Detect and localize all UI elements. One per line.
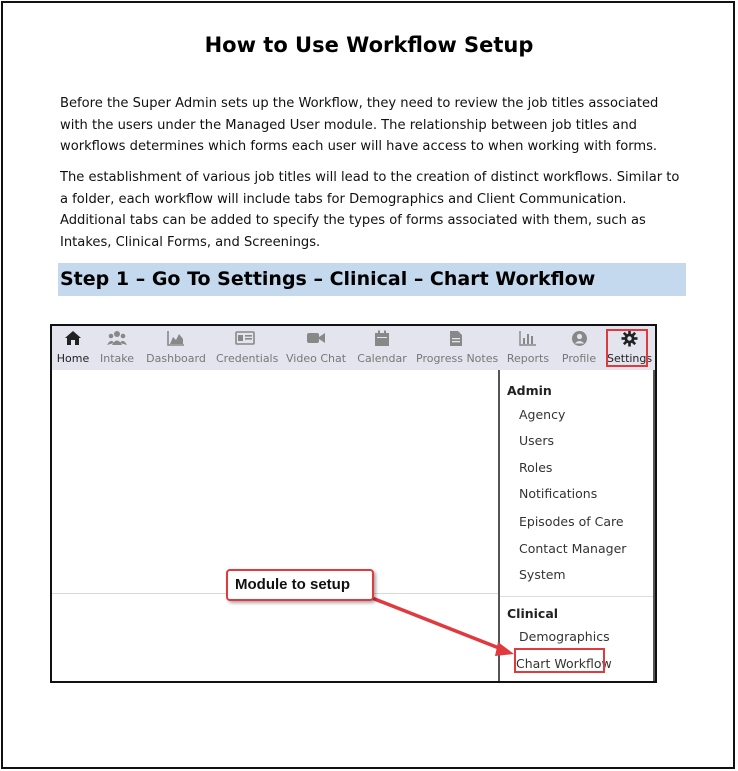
menu-item-contact-manager[interactable]: Contact Manager [519, 541, 627, 556]
nav-label: Credentials [216, 352, 279, 365]
step-heading: Step 1 – Go To Settings – Clinical – Chart Workflow [58, 263, 686, 296]
paragraph-line: with the users under the Managed User module. The relationship between job titles and [60, 117, 637, 133]
menu-heading-clinical: Clinical [507, 606, 559, 621]
pointer-arrow [52, 326, 655, 681]
callout-label: Module to setup [226, 569, 374, 601]
page-title: How to Use Workflow Setup [204, 33, 534, 57]
menu-item-notifications[interactable]: Notifications [519, 486, 598, 501]
nav-label: Progress Notes [416, 352, 499, 365]
second-paragraph [60, 167, 685, 253]
nav-label: Calendar [357, 352, 407, 365]
paragraph-line: Before the Super Admin sets up the Workflow, they need to review the job titles associated [60, 96, 659, 111]
nav-label: Reports [506, 352, 550, 365]
app-screenshot [50, 324, 657, 683]
menu-item-episodes-of-care[interactable]: Episodes of Care [519, 514, 624, 529]
paragraph-line: Intakes, Clinical Forms, and Screenings. [60, 234, 321, 250]
paragraph-line: workflows determines which forms each user will have access to when working with forms. [60, 139, 658, 154]
menu-item-roles[interactable]: Roles [519, 460, 553, 475]
menu-item-system[interactable]: System [519, 567, 566, 582]
paragraph-line: The establishment of various job titles will lead to the creation of distinct workflows. Similar to [60, 170, 680, 185]
menu-item-users[interactable]: Users [519, 433, 555, 448]
nav-label: Profile [561, 352, 597, 365]
paragraph-line: a folder, each workflow will include tabs for Demographics and Client Communication. [60, 191, 627, 207]
nav-label: Video Chat [286, 352, 347, 365]
menu-heading-admin: Admin [507, 383, 552, 398]
paragraph-line: Additional tabs can be added to specify the types of forms associated with them, such as [60, 213, 646, 228]
nav-label: Intake [99, 352, 134, 365]
nav-label: Settings [607, 352, 653, 365]
nav-label: Home [56, 352, 90, 365]
menu-item-agency[interactable]: Agency [519, 407, 566, 422]
nav-label: Dashboard [146, 352, 206, 365]
menu-item-chart-workflow[interactable]: Chart Workflow [516, 656, 612, 671]
menu-item-demographics[interactable]: Demographics [519, 629, 610, 644]
intro-paragraph [60, 93, 685, 158]
